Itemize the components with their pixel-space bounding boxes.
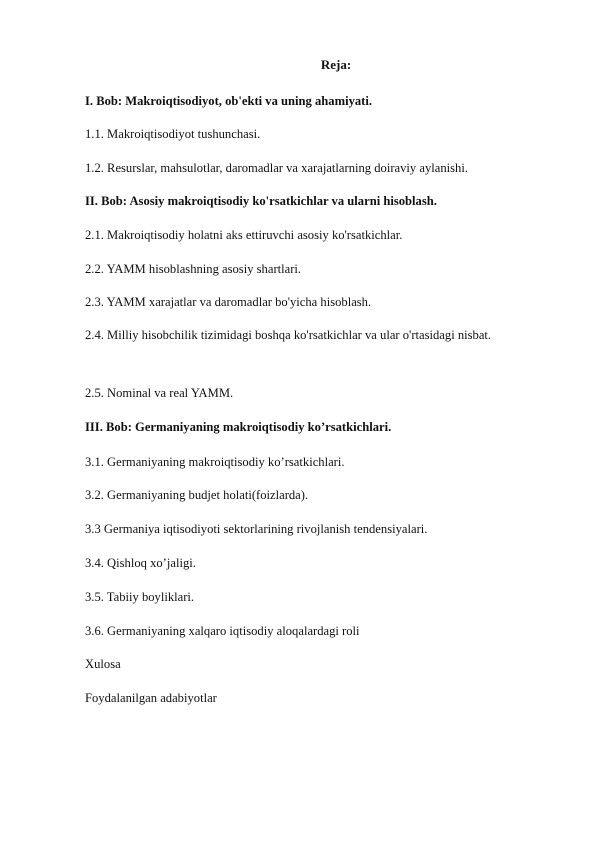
chapter-1-heading: I. Bob: Makroiqtisodiyot, ob'ekti va uning ahamiyati.: [85, 94, 373, 108]
section-3-3: 3.3 Germaniya iqtisodiyoti sektorlarining rivojlanish tendensiyalari.: [85, 522, 428, 536]
section-2-2: 2.2. YAMM hisoblashning asosiy shartlari.: [85, 262, 302, 276]
section-3-5: 3.5. Tabiiy boyliklari.: [85, 590, 195, 604]
section-3-6: 3.6. Germaniyaning xalqaro iqtisodiy aloqalardagi roli: [85, 624, 360, 638]
conclusion: Xulosa: [85, 657, 121, 671]
section-2-4: 2.4. Milliy hisobchilik tizimidagi boshqa ko'rsatkichlar va ular o'rtasidagi nisbat.: [85, 328, 492, 342]
chapter-3-heading: III. Bob: Germaniyaning makroiqtisodiy ko’rsatkichlari.: [85, 420, 392, 434]
section-3-2: 3.2. Germaniyaning budjet holati(foizlarda).: [85, 488, 309, 502]
chapter-2-heading: II. Bob: Asosiy makroiqtisodiy ko'rsatkichlar va ularni hisoblash.: [85, 194, 437, 208]
page-title: Reja:: [320, 57, 352, 72]
section-3-1: 3.1. Germaniyaning makroiqtisodiy ko’rsatkichlari.: [85, 455, 345, 469]
section-1-1: 1.1. Makroiqtisodiyot tushunchasi.: [85, 127, 261, 141]
section-3-4: 3.4. Qishloq xo’jaligi.: [85, 556, 196, 570]
references: Foydalanilgan adabiyotlar: [85, 691, 217, 705]
section-2-5: 2.5. Nominal va real YAMM.: [85, 386, 234, 400]
section-2-1: 2.1. Makroiqtisodiy holatni aks ettiruvchi asosiy ko'rsatkichlar.: [85, 228, 403, 242]
section-2-3: 2.3. YAMM xarajatlar va daromadlar bo'yicha hisoblash.: [85, 295, 372, 309]
section-1-2: 1.2. Resurslar, mahsulotlar, daromadlar va xarajatlarning doiraviy aylanishi.: [85, 161, 468, 175]
